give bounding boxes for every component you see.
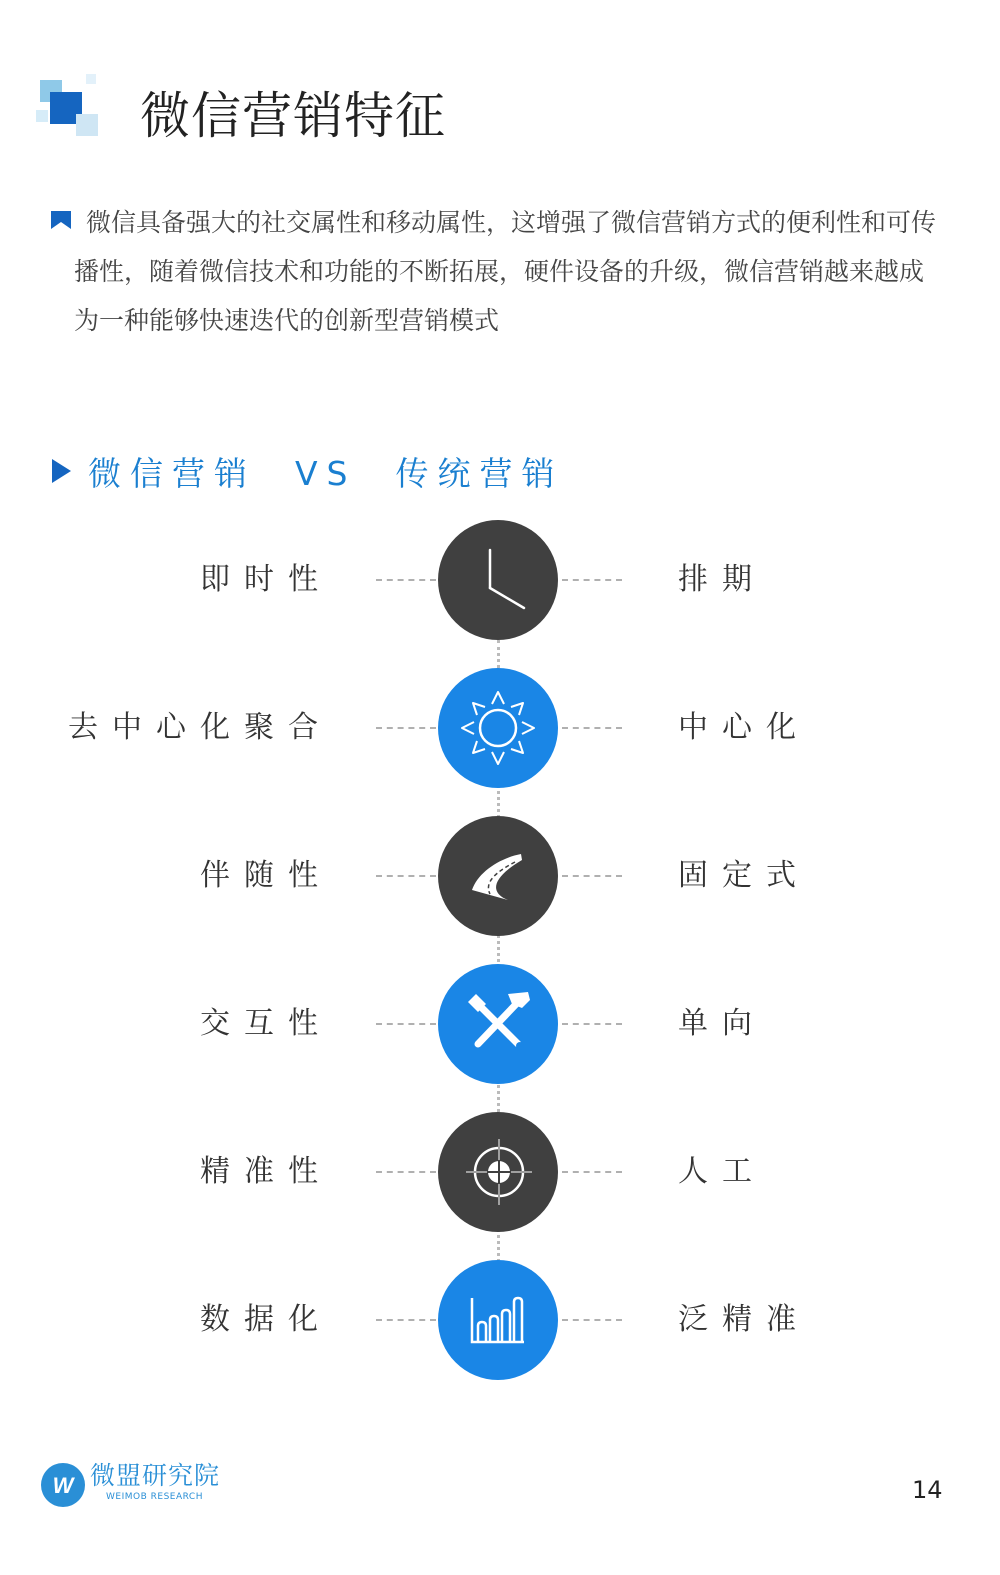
brand-subtitle: WEIMOB RESEARCH (106, 1492, 203, 1502)
page-number: 14 (912, 1476, 943, 1504)
feature-icon-circle (438, 816, 558, 936)
wechat-feature-label: 精准性 (200, 1154, 332, 1189)
connector-dash (562, 1171, 622, 1173)
sun-icon (438, 668, 558, 788)
connector-dash (562, 579, 622, 581)
header-logo-squares (36, 74, 102, 140)
road-icon (438, 816, 558, 936)
svg-text:W: W (52, 1473, 74, 1498)
feature-icon-circle (438, 1112, 558, 1232)
feature-icon-circle (438, 1260, 558, 1380)
target-icon (438, 1112, 558, 1232)
connector-dash (562, 1319, 622, 1321)
comparison-row (0, 520, 1000, 640)
connector-dash (376, 727, 436, 729)
comparison-row (0, 668, 1000, 788)
connector-dash (376, 1319, 436, 1321)
feature-icon-circle (438, 520, 558, 640)
bookmark-icon (50, 210, 72, 230)
connector-dash (376, 1023, 436, 1025)
feature-icon-circle (438, 964, 558, 1084)
traditional-feature-label: 固定式 (678, 858, 810, 893)
traditional-feature-label: 中心化 (678, 710, 810, 745)
traditional-feature-label: 单向 (678, 1006, 766, 1041)
wechat-feature-label: 数据化 (200, 1302, 332, 1337)
brand-name: 微盟研究院 (90, 1461, 221, 1490)
connector-dash (376, 875, 436, 877)
traditional-feature-label: 排期 (678, 562, 766, 597)
bar-chart-icon (438, 1260, 558, 1380)
triangle-arrow-icon (50, 458, 72, 484)
comparison-row (0, 1260, 1000, 1380)
connector-dash (562, 875, 622, 877)
wechat-feature-label: 交互性 (200, 1006, 332, 1041)
page-title: 微信营销特征 (140, 87, 446, 145)
wechat-feature-label: 去中心化聚合 (68, 710, 332, 745)
connector-dash (562, 727, 622, 729)
wechat-feature-label: 即时性 (200, 562, 332, 597)
traditional-feature-label: 人工 (678, 1154, 766, 1189)
feature-icon-circle (438, 668, 558, 788)
connector-dash (376, 1171, 436, 1173)
traditional-feature-label: 泛精准 (678, 1302, 810, 1337)
weimob-logo-icon (40, 1462, 86, 1508)
section-title: 微信营销 VS 传统营销 (88, 454, 564, 493)
connector-dash (562, 1023, 622, 1025)
comparison-row (0, 1112, 1000, 1232)
wechat-feature-label: 伴随性 (200, 858, 332, 893)
connector-dash (376, 579, 436, 581)
tools-icon (438, 964, 558, 1084)
comparison-row (0, 816, 1000, 936)
clock-icon (438, 520, 558, 640)
comparison-row (0, 964, 1000, 1084)
intro-paragraph: 微信具备强大的社交属性和移动属性，这增强了微信营销方式的便利性和可传播性，随着微信技术和功能的不断拓展，硬件设备的升级，微信营销越来越成为一种能够快速迭代的创新型营销模式 (74, 208, 937, 335)
